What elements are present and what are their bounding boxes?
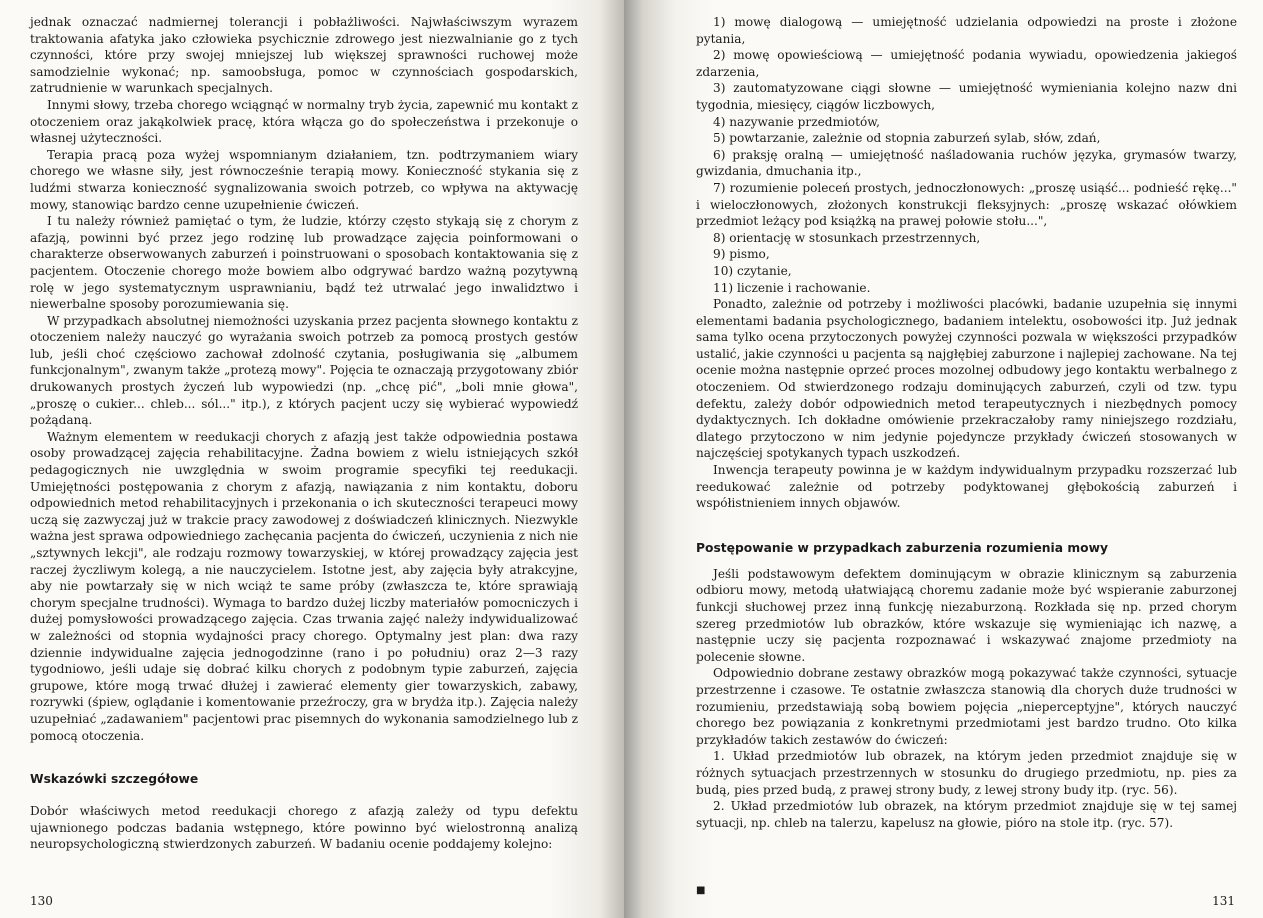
list-item: 1) mowę dialogową — umiejętność udzielania odpowiedzi na proste i złożone pytania, [696,15,1237,46]
paragraph: I tu należy również pamiętać o tym, że ludzie, którzy często stykają się z chorym z afazją, powinni być przez jego rodzinę lub prowadzące zajęcia poinformowani o charakterze obserwowanych zaburzeń i poinstruowani o sposobach kontaktowania się z pacjentem. Otoczenie chorego może bowiem albo odgrywać bardzo ważną pozytywną rolę w jego systematycznym usprawnianiu, bądź też utrwalać jego inwalidztwo i niewerbalne sposoby porozumiewania się. [30,214,578,312]
list-item: 6) praksję oralną — umiejętność naśladowania ruchów języka, grymasów twarzy, gwizdania, dmuchania itp., [696,147,1237,179]
page-number: 130 [30,894,53,908]
paragraph: Jeśli podstawowym defektem dominującym w obrazie klinicznym są zaburzenia odbioru mowy, metodą ułatwiającą choremu zadanie może być wspieranie zaburzonej funkcji słuchowej przez inną funkcję niezaburzoną. Rozkłada się np. przed chorym szereg przedmiotów lub obrazków, które wskazuje się wymieniając ich nazwę, a następnie uczy się pacjenta rozpoznawać i wskazywać znajome przedmioty na polecenie słowne. [696,566,1237,664]
printer-mark-icon: ■ [696,885,706,896]
list-item: 2) mowę opowieściową — umiejętność podania wywiadu, opowiedzenia jakiegoś zdarzenia, [696,48,1237,79]
list-item: 4) nazywanie przedmiotów, [713,114,880,129]
paragraph: Innymi słowy, trzeba chorego wciągnąć w normalny tryb życia, zapewnić mu kontakt z otoczeniem oraz jakąkolwiek pracę, która włącza go do społeczeństwa i przekonuje o własnej użyteczności. [30,97,578,146]
right-page [624,0,1263,918]
list-item: 5) powtarzanie, zależnie od stopnia zaburzeń sylab, słów, zdań, [713,131,1101,146]
paragraph: 1. Układ przedmiotów lub obrazek, na którym jeden przedmiot znajduje się w różnych sytuacjach przestrzennych w stosunku do drugiego przedmiotu, np. pies za budą, pies przed budą, z prawej strony budy, z lewej strony budy itp. (ryc. 56). [696,749,1237,797]
list-item: 9) pismo, [713,247,770,262]
paragraph: Inwencja terapeuty powinna je w każdym indywidualnym przypadku rozszerzać lub reedukować zależnie od potrzeby podyktowanej głębokością zaburzeń i współistnieniem innych objawów. [696,463,1237,511]
paragraph: Odpowiednio dobrane zestawy obrazków mogą pokazywać także czynności, sytuacje przestrzenne i czasowe. Te ostatnie zwłaszcza stanowią dla chorych duże trudności w rozumieniu, przedstawiają sobą bowiem pojęcia „nieperceptyjne", których nauczyć chorego bez powiązania z konkretnymi przedmiotami jest bardzo trudno. Oto kilka przykładów takich zestawów do ćwiczeń: [696,666,1237,747]
list-item: 11) liczenie i rachowanie. [713,280,871,295]
paragraph: Terapia pracą poza wyżej wspomnianym działaniem, tzn. podtrzymaniem wiary chorego we własne siły, jest równocześnie terapią mowy. Konieczność stykania się z ludźmi stwarza konieczność sygnalizowania swoich potrzeb, co wpływa na aktywację mowy, stanowiąc bardzo cenne uzupełnienie ćwiczeń. [30,147,578,212]
paragraph: jednak oznaczać nadmiernej tolerancji i pobłażliwości. Najwłaściwszym wyrazem traktowania afatyka jako człowieka psychicznie zdrowego jest niezwalnianie go z tych czynności, które przy swojej mniejszej lub większej sprawności ruchowej może samodzielnie wykonać; np. samoobsługa, pomoc w czynnościach gospodarskich, zatrudnienie w warunkach specjalnych. [30,15,578,96]
paragraph: Ponadto, zależnie od potrzeby i możliwości placówki, badanie uzupełnia się innymi elementami badania psychologicznego, badaniem intelektu, osobowości itp. Już jednak sama tylko ocena przytoczonych powyżej czynności pozwala w większości przypadków ustalić, jakie czynności u pacjenta są najgłębiej zaburzone i najlepiej zachowane. Na tej ocenie można następnie oprzeć proces mozolnej odbudowy jego kontaktu werbalnego z otoczeniem. Od stwierdzonego rodzaju dominujących zaburzeń, czyli od tzw. typu defektu, zależy dobór odpowiednich metod terapeutycznych i niezbędnych pomocy dydaktycznych. Ich dokładne omówienie przekraczałoby ramy niniejszego rozdziału, dlatego przytoczono w nim jedynie pojedyncze przykłady ćwiczeń stosowanych w najczęściej spotykanych typach uszkodzeń. [696,297,1237,461]
list-item: 10) czytanie, [713,263,792,278]
paragraph: Ważnym elementem w reedukacji chorych z afazją jest także odpowiednia postawa osoby prowadzącej zajęcia rehabilitacyjne. Żadna bowiem z wielu istniejących szkół pedagogicznych nie uwzględnia w swoim programie specyfiki tej reedukacji. Umiejętności postępowania z chorym z afazją, nawiązania z nim kontaktu, doboru odpowiednich metod rehabilitacyjnych i przekonania o ich skuteczności terapeuci mowy uczą się zazwyczaj już w trakcie pracy zawodowej z doświadczeń klinicznych. Niezwykle ważna jest sprawa odpowiedniego zachęcania pacjenta do ćwiczeń, uczynienia z nich nie „sztywnych lekcji", ale rodzaju rozmowy towarzyskiej, w której prowadzący zajęcia jest raczej życzliwym kolegą, a nie nauczycielem. Istotne jest, aby zajęcia były atrakcyjne, aby nie powtarzały się w nich wciąż te same próby (zwłaszcza te, które sprawiają chorym specjalne trudności). Wymaga to bardzo dużej liczby materiałów pomocniczych i dużej pomysłowości prowadzącego zajęcia. Czas trwania zajęć należy indywidualizować w zależności od stopnia wydajności pracy chorego. Optymalny jest plan: dwa razy dziennie indywidualne zajęcia jednogodzinne (rano i po południu) oraz 2—3 razy tygodniowo, jeśli udaje się dobrać kilku chorych z podobnym typie zaburzeń, zajęcia grupowe, które mogą trwać dłużej i zawierać elementy gier towarzyskich, zabawy, rozrywki (śpiew, oglądanie i komentowanie przeźroczy, gra w brydża itp.). Zajęcia należy uzupełniać „zadawaniem" pacjentowi prac pisemnych do wykonania samodzielnego lub z pomocą otoczenia. [30,429,578,743]
list-item: 7) rozumienie poleceń prostych, jednoczłonowych: „proszę usiąść... podnieść rękę..." i wieloczłonowych, złożonych konstrukcji fleksyjnych: „proszę wskazać ołówkiem przedmiot leżący pod książką na prawej połowie stołu...", [696,180,1237,229]
paragraph: Dobór właściwych metod reedukacji chorego z afazją zależy od typu defektu ujawnionego podczas badania wstępnego, które powinno być wielostronną analizą neuropsychologiczną stwierdzonych zaburzeń. W badaniu ocenie poddajemy kolejno: [30,804,578,852]
section-heading: Wskazówki szczegółowe [30,772,199,787]
left-page [0,0,624,918]
list-item: 3) zautomatyzowane ciągi słowne — umiejętność wymieniania kolejno nazw dni tygodnia, miesięcy, ciągów liczbowych, [696,81,1237,112]
page-number: 131 [1212,894,1235,908]
list-item: 8) orientację w stosunkach przestrzennych, [713,230,981,245]
paragraph: W przypadkach absolutnej niemożności uzyskania przez pacjenta słownego kontaktu z otoczeniem należy nauczyć go wyrażania swoich potrzeb za pomocą prostych gestów lub, jeśli choć częściowo zachował zdolność czytania, posługiwania się „albumem funkcjonalnym", zwanym także „protezą mowy". Pojęcia te oznaczają przygotowany zbiór drukowanych prostych życzeń lub wypowiedzi (np. „chcę pić", „boli mnie głowa", „proszę o cukier... chleb... sól..." itp.), z których pacjent uczy się wybierać wypowiedź pożądaną. [30,313,578,428]
paragraph: 2. Układ przedmiotów lub obrazek, na którym przedmiot znajduje się w tej samej sytuacji, np. chleb na talerzu, kapelusz na głowie, pióro na stole itp. (ryc. 57). [696,799,1237,830]
section-heading: Postępowanie w przypadkach zaburzenia rozumienia mowy [696,540,1108,555]
